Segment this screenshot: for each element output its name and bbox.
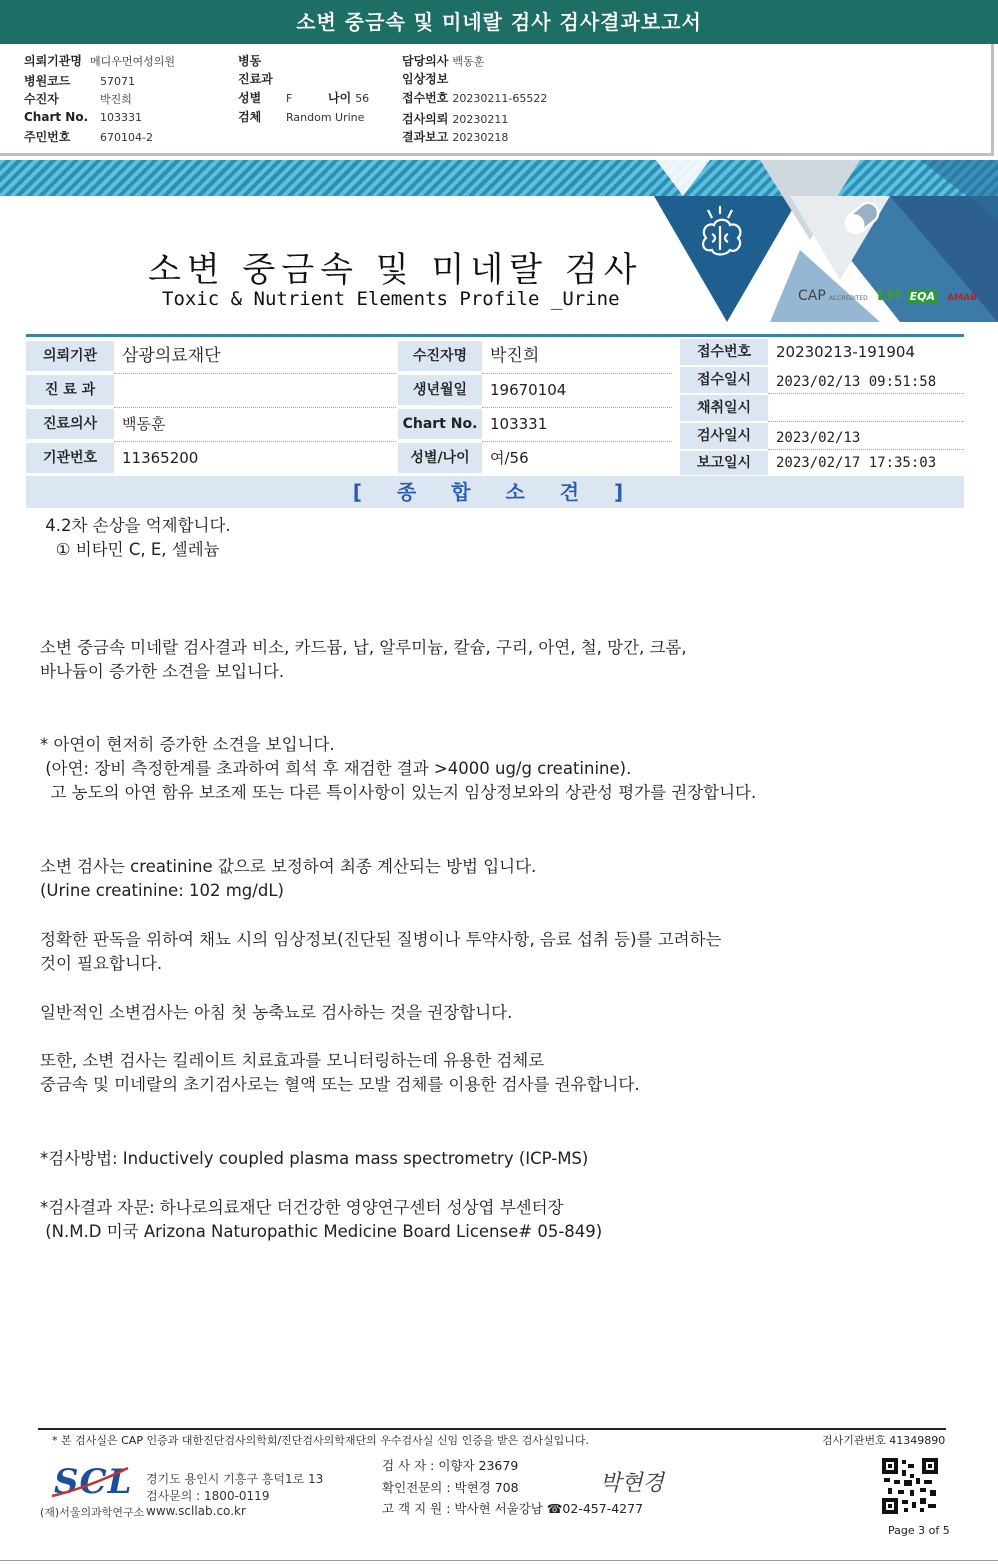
label-birthdate: 생년월일 <box>398 375 482 405</box>
label-receipt-time: 접수일시 <box>680 367 768 393</box>
info-requester: 의뢰기관명 메디우먼여성의원 <box>24 54 175 68</box>
value-sex-age: 여/56 <box>490 449 529 467</box>
opinion-paragraph: * 아연이 현저히 증가한 소견을 보입니다. (아연: 장비 측정한계를 초과하여 희석 후 재검한 결과 >4000 ug/g creatinine). 고 농도의 아연 함유 보조제 또는 다른 특이사항이 있는지 임상정보와의 상관성 평가를 권장합니다. <box>40 735 757 802</box>
info-chart-no: Chart No. 103331 <box>24 110 142 124</box>
label-chart-no: Chart No. <box>398 409 482 439</box>
advisor-note: *검사결과 자문: 하나로의료재단 더건강한 영양연구센터 성상엽 부센터장 (N.M.D 미국 Arizona Naturopathic Medicine Board License# 05-849) <box>40 1198 603 1241</box>
opinion-paragraph: 소변 중금속 미네랄 검사결과 비소, 카드뮴, 납, 알루미늄, 칼슘, 구리, 아연, 철, 망간, 크롬, 바나듐이 증가한 소견을 보입니다. <box>40 638 687 681</box>
info-report-date: 결과보고 20230218 <box>402 130 509 144</box>
certification-logos <box>798 286 977 304</box>
report-info-panel <box>0 44 994 156</box>
value-requester: 삼광의료재단 <box>122 346 221 366</box>
value-patient-name: 박진희 <box>490 346 540 366</box>
value-report-time: 2023/02/17 17:35:03 <box>776 455 937 471</box>
label-sex-age: 성별/나이 <box>398 443 482 473</box>
value-collection-time <box>768 395 964 421</box>
test-title: 소변 중금속 및 미네랄 검사 <box>148 250 643 290</box>
lm-logo: LM <box>876 286 902 304</box>
page-number: Page 3 of 5 <box>888 1524 950 1537</box>
value-test-date: 2023/02/13 <box>776 430 861 446</box>
label-requester: 의뢰기관 <box>26 341 114 371</box>
info-resident-no: 주민번호 670104-2 <box>24 130 153 144</box>
org-address: 경기도 용인시 기흥구 흥덕1로 13 <box>146 1472 324 1486</box>
staff-specialist: 확인전문의 : 박현경 708 <box>382 1480 519 1495</box>
value-chart-no: 103331 <box>490 415 548 433</box>
info-department: 진료과 <box>238 72 273 86</box>
value-receipt-time: 2023/02/13 09:51:58 <box>776 374 937 390</box>
scl-logo: SCL <box>54 1462 133 1502</box>
info-ward: 병동 <box>238 54 262 68</box>
label-doctor: 진료의사 <box>26 409 114 439</box>
info-receipt-no: 접수번호 20230211-65522 <box>402 91 548 105</box>
staff-support: 고 객 지 원 : 박사현 서울강남 ☎02-457-4277 <box>382 1501 644 1516</box>
info-clinical: 임상정보 <box>402 72 449 86</box>
value-department <box>114 375 396 405</box>
cap-accredited-text: ACCREDITED <box>828 295 868 302</box>
label-patient-name: 수진자명 <box>398 341 482 371</box>
info-specimen: 검체 Random Urine <box>238 110 365 124</box>
amab-logo: AMAB <box>947 293 977 303</box>
test-subtitle: Toxic & Nutrient Elements Profile _Urine <box>162 288 620 310</box>
label-receipt-no: 접수번호 <box>680 339 768 365</box>
label-test-date: 검사일시 <box>680 423 768 449</box>
report-title: 소변 중금속 및 미네랄 검사 검사결과보고서 <box>0 0 998 44</box>
info-hospital-code: 병원코드 57071 <box>24 74 135 88</box>
footer-divider <box>38 1428 946 1430</box>
value-receipt-no: 20230213-191904 <box>776 343 916 361</box>
info-age: 나이 56 <box>328 91 370 105</box>
signature: 박현경 <box>600 1471 664 1496</box>
org-phone: 검사문의 : 1800-0119 <box>146 1489 270 1503</box>
info-patient: 수진자 박진희 <box>24 92 132 106</box>
opinion-paragraph: 4.2차 손상을 억제합니다. ① 비타민 C, E, 셀레늄 <box>45 516 231 559</box>
page-bottom-border <box>0 1560 998 1561</box>
certification-note: * 본 검사실은 CAP 인증과 대한진단검사의학회/진단검사의학재단의 우수검사실 신임 인증을 받은 검사실입니다. <box>52 1434 590 1447</box>
scl-swoosh-icon <box>50 1462 130 1502</box>
test-method: *검사방법: Inductively coupled plasma mass spectrometry (ICP-MS) <box>40 1149 589 1168</box>
opinion-paragraph: 소변 검사는 creatinine 값으로 보정하여 최종 계산되는 방법 입니다. (Urine creatinine: 102 mg/dL) <box>40 857 537 900</box>
label-collection-time: 채취일시 <box>680 395 768 421</box>
value-doctor: 백동훈 <box>122 415 166 433</box>
org-website[interactable]: www.scllab.co.kr <box>146 1504 246 1518</box>
agency-number: 검사기관번호 41349890 <box>822 1434 946 1447</box>
value-agency-no: 11365200 <box>122 449 199 467</box>
cap-logo: CAP <box>798 288 826 304</box>
eqa-logo: EQA <box>907 290 938 303</box>
label-department: 진 료 과 <box>26 375 114 405</box>
opinion-paragraph: 일반적인 소변검사는 아침 첫 농축뇨로 검사하는 것을 권장합니다. <box>40 1003 513 1022</box>
opinion-paragraph: 정확한 판독을 위하여 채뇨 시의 임상정보(진단된 질병이나 투약사항, 음료 섭취 등)를 고려하는 것이 필요합니다. <box>40 930 722 973</box>
label-report-time: 보고일시 <box>680 451 768 475</box>
patient-info-table <box>26 334 964 474</box>
qr-code-icon <box>882 1458 938 1514</box>
info-request-date: 검사의뢰 20230211 <box>402 112 509 126</box>
value-birthdate: 19670104 <box>490 381 567 399</box>
overall-opinion-heading: [ 종 합 소 견 ] <box>26 476 964 508</box>
org-name: (재)서울의과학연구소 <box>40 1506 145 1519</box>
info-sex: 성별 F <box>238 91 293 105</box>
info-doctor: 담당의사 백동훈 <box>402 54 485 68</box>
label-agency-no: 기관번호 <box>26 443 114 473</box>
staff-tester: 검 사 자 : 이향자 23679 <box>382 1458 519 1473</box>
opinion-paragraph: 또한, 소변 검사는 킬레이트 치료효과를 모니터링하는데 유용한 검체로 중금속 및 미네랄의 초기검사로는 혈액 또는 모발 검체를 이용한 검사를 권유합니다. <box>40 1051 640 1094</box>
